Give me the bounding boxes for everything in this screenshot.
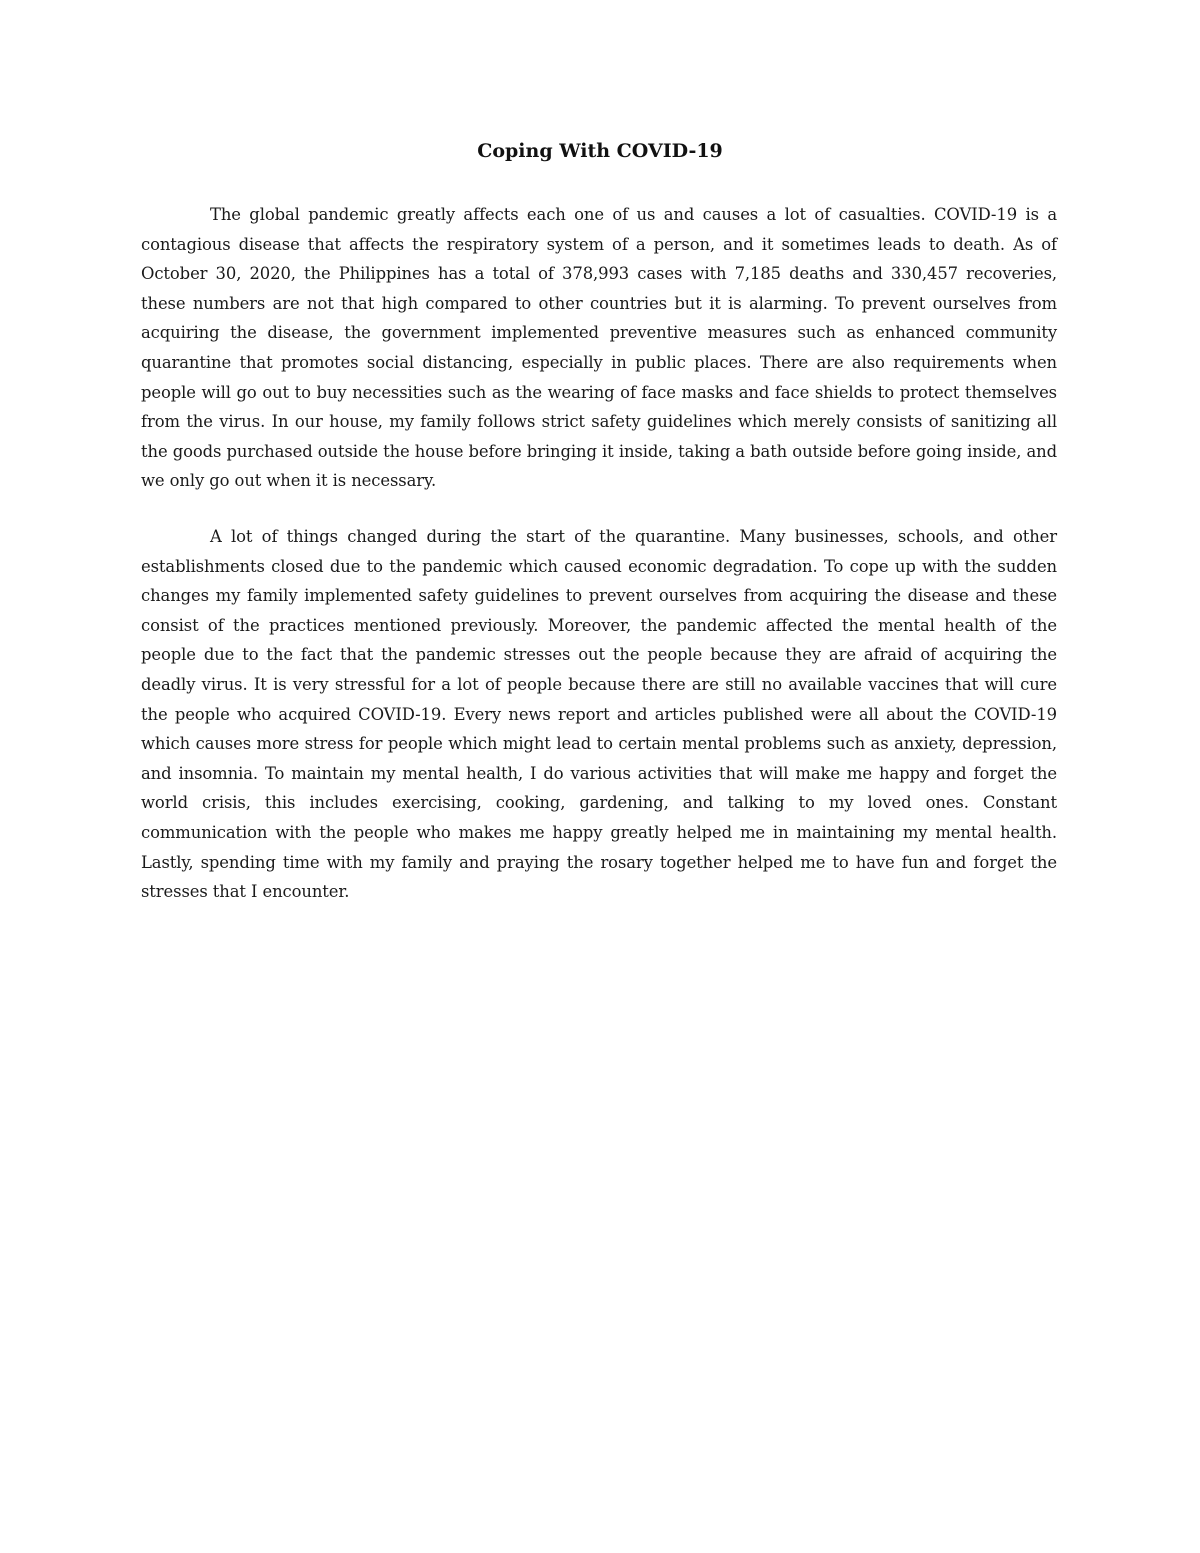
paragraph-1: The global pandemic greatly affects each one of us and causes a lot of casualties. COVID-19 is a contagious disease that affects the respiratory system of a person, and it sometimes leads to death. As of October 30, 2020, the Philippines has a total of 378,993 cases with 7,185 deaths and 330,457 recoveries, these numbers are not that high compared to other countries but it is alarming. To prevent ourselves from acquiring the disease, the government implemented preventive measures such as enhanced community quarantine that promotes social distancing, especially in public places. There are also requirements when people will go out to buy necessities such as the wearing of face masks and face shields to protect themselves from the virus. In our house, my family follows strict safety guidelines which merely consists of sanitizing all the goods purchased outside the house before bringing it inside, taking a bath outside before going inside, and we only go out when it is necessary. [141,205,1057,491]
paragraph-2: A lot of things changed during the start of the quarantine. Many businesses, schools, and other establishments closed due to the pandemic which caused economic degradation. To cope up with the sudden changes my family implemented safety guidelines to prevent ourselves from acquiring the disease and these consist of the practices mentioned previously. Moreover, the pandemic affected the mental health of the people due to the fact that the pandemic stresses out the people because they are afraid of acquiring the deadly virus. It is very stressful for a lot of people because there are still no available vaccines that will cure the people who acquired COVID-19. Every news report and articles published were all about the COVID-19 which causes more stress for people which might lead to certain mental problems such as anxiety, depression, and insomnia. To maintain my mental health, I do various activities that will make me happy and forget the world crisis, this includes exercising, cooking, gardening, and talking to my loved ones. Constant communication with the people who makes me happy greatly helped me in maintaining my mental health. Lastly, spending time with my family and praying the rosary together helped me to have fun and forget the stresses that I encounter. [141,527,1057,902]
document-title: Coping With COVID-19 [477,140,723,162]
